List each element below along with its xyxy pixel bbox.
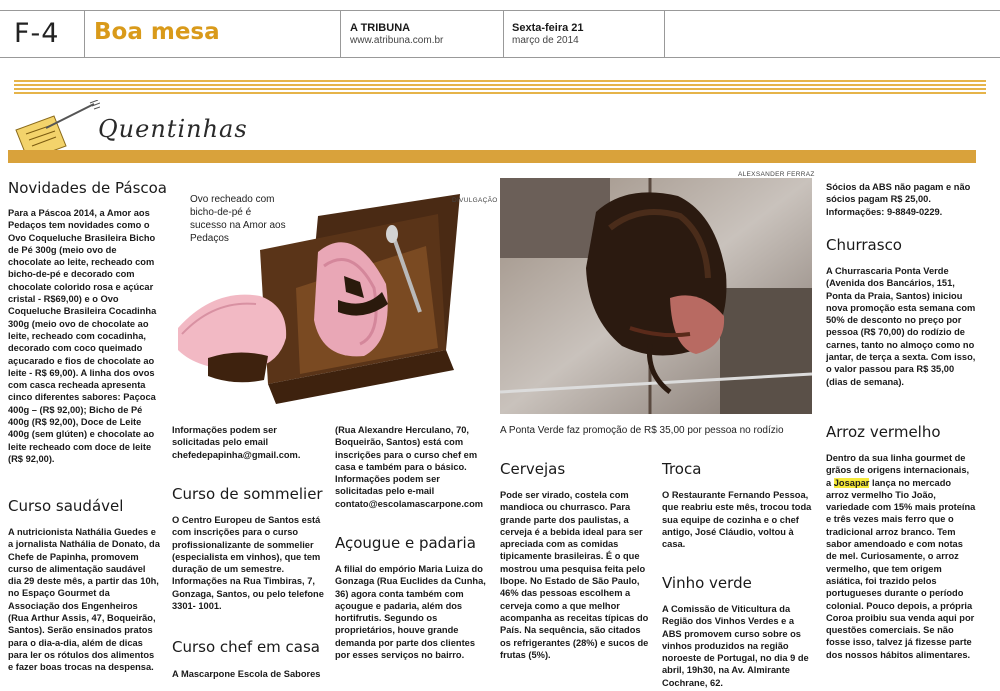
arroz-body-pre: Dentro da sua linha gourmet de grãos de origens internacionais, a [826, 453, 970, 488]
header-divider [664, 10, 665, 57]
article-body-pascoa-cont: Informações podem ser solicitadas pelo email chefedepapinha@gmail.com. [172, 425, 301, 460]
article-body-vinho: A Comissão de Viticultura da Região dos Vinhos Verdes e a ABS promovem curso sobre os vinhos produzidos na região noroeste de Portugal, no dia 9 de abril, 19h30, na Av. Almirante Cochrane, 62. [662, 604, 809, 688]
header-divider [84, 10, 85, 57]
issue-weekday: Sexta-feira 21 [512, 22, 584, 34]
newspaper-url[interactable]: www.atribuna.com.br [350, 35, 444, 46]
article-title-pascoa: Novidades de Páscoa [8, 179, 168, 197]
article-body-saudavel: A nutricionista Nathália Guedes e a jornalista Nathália de Donato, da Chefe de Papinha, promovem curso de alimentação saudável dia 29 deste mês, a partir das 10h, no Espaço Gourmet da Associação dos Engenheiros (Rua Arthur Assis, 47, Boqueirão, Santos). Serão ensinados pratos para o dia-a-dia, além de dicas para ler os rótulos dos alimentos e fazer boas trocas na despensa. [8, 527, 160, 673]
article-title-vinho: Vinho verde [662, 574, 752, 592]
newspaper-name: A TRIBUNA [350, 22, 411, 34]
photo-caption-meat: A Ponta Verde faz promoção de R$ 35,00 por pessoa no rodízio [500, 425, 784, 436]
issue-month-year: março de 2014 [512, 35, 579, 46]
churrasco-photo [500, 178, 812, 414]
article-body-troca: O Restaurante Fernando Pessoa, que reabriu este mês, trocou toda sua equipe de cozinha e o chef antigo, José Cláudio, voltou à casa. [662, 490, 812, 550]
column-title: Quentinhas [98, 115, 248, 143]
article-body-acougue: A filial do empório Maria Luiza do Gonzaga (Rua Euclides da Cunha, 36) agora conta também com açougue e padaria, além dos hortifrutis. Segundo os proprietários, houve grande demanda por parte dos clientes por esses serviços no bairro. [335, 564, 486, 661]
article-body-chef-cont: (Rua Alexandre Herculano, 70, Boqueirão, Santos) está com inscrições para o curso chef em casa e também para o básico. Informações podem ser solicitadas pelo e-mail contato@escolamascarpone.com [335, 425, 484, 509]
header-bottom-rule [0, 57, 1000, 58]
article-title-acougue: Açougue e padaria [335, 534, 476, 552]
section-name: Boa mesa [94, 19, 220, 45]
highlighted-brand: Josapar [833, 477, 870, 488]
page-number: F-4 [14, 18, 60, 49]
photo-credit-meat: ALEXSANDER FERRAZ [738, 171, 815, 178]
decorative-stripes [14, 80, 986, 94]
photo-caption-egg: Ovo recheado com bicho-de-pé é sucesso na Amor aos Pedaços [190, 194, 286, 244]
article-title-troca: Troca [662, 460, 702, 478]
article-title-saudavel: Curso saudável [8, 497, 124, 515]
header-divider [340, 10, 341, 57]
gold-banner-bar [8, 150, 976, 163]
photo-credit-egg: DIVULGAÇÃO [452, 197, 498, 204]
article-title-churrasco: Churrasco [826, 236, 902, 254]
article-body-chef: A Mascarpone Escola de Sabores [172, 669, 321, 679]
article-body-vinho-cont: Sócios da ABS não pagam e não sócios pagam R$ 25,00. Informações: 9-8849-0229. [826, 182, 971, 217]
article-body-sommelier: O Centro Europeu de Santos está com inscrições para o curso profissionalizante de sommelier (especialista em vinhos), que tem duração de um semestre. Informações na Rua Timbiras, 7, Gonzaga, Santos, ou pelo telefone 3301- 1001. [172, 515, 324, 612]
article-body-cervejas: Pode ser virado, costela com mandioca ou churrasco. Para grande parte dos paulistas, a cerveja é a bebida ideal para ser apreciada com as comidas tipicamente brasileiras. É o que mostrou uma pesquisa feita pelo Ibope. No Estado de São Paulo, 46% das pessoas escolhem a cerveja como a que melhor acompanha as receitas típicas do País. Na sequência, são citados os refrigerantes (28%) e sucos de frutas (5%). [500, 490, 649, 660]
article-body-arroz [826, 452, 976, 661]
header-top-rule [0, 10, 1000, 11]
article-title-sommelier: Curso de sommelier [172, 485, 323, 503]
article-body-churrasco: A Churrascaria Ponta Verde (Avenida dos Bancários, 151, Ponta da Praia, Santos) iniciou nova promoção esta semana com 50% de desconto no preço por pessoa (R$ 70,00) do rodízio de carnes, tanto no almoço como no jantar, de terça a sexta. Com isso, o valor passou para R$ 35,00 (dias de semana). [826, 266, 976, 387]
article-body-pascoa: Para a Páscoa 2014, a Amor aos Pedaços tem novidades como o Ovo Coqueluche Brasileira Bicho de Pé 300g (meio ovo de chocolate ao leite, recheado com bicho-de-pé e decorado com chocolate colorido rosa e açúcar cristal - R$69,00) e o Ovo Coqueluche Brasileira Cocadinha 300g (meio ovo de chocolate ao leite, recheado com cocadinha, decorado com coco queimado açucarado e fios de chocolate ao leite - R$ 69,00). A linha dos ovos com casca recheada apresenta cinco diferentes sabores: Paçoca 400g – (R$ 92,00); Bicho de Pé 400g (R$ 92,00), Doce de Leite 400g (sem glúten) e chocolate ao leite recheado com doce de leite (R$ 92,00). [8, 208, 157, 464]
arroz-body-post: lança no mercado arroz vermelho Tio João, variedade com 15% mais proteína e três vezes mais ferro que o tradicional arroz branco. Tem sabor amendoado e com notas de mel. Curiosamente, o arroz vermelho, que tem origem asiática, foi trazido pelos portugueses durante o período colonial. Pouco depois, a própria Coroa proibiu sua venda aqui por questões comerciais. Se não fosse isso, talvez já fizesse parte dos nossos hábitos alimentares. [826, 477, 976, 660]
article-title-arroz: Arroz vermelho [826, 423, 941, 441]
article-title-chef: Curso chef em casa [172, 638, 320, 656]
article-title-cervejas: Cervejas [500, 460, 566, 478]
header-divider [503, 10, 504, 57]
